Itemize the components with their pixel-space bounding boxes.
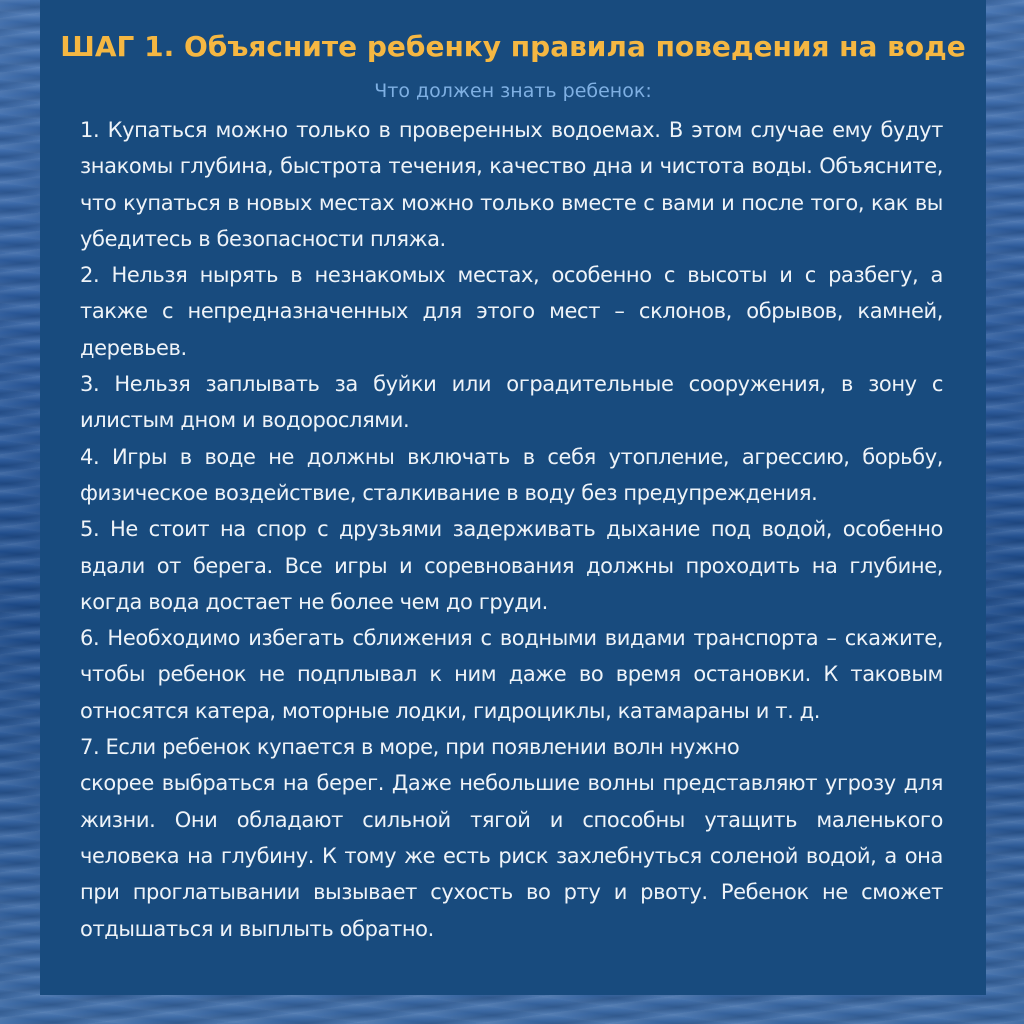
rule-3: 3. Нельзя заплывать за буйки или оградительные сооружения, в зону с илистым дном и водорослями. [80, 372, 943, 433]
rule-5: 5. Не стоит на спор с друзьями задерживать дыхание под водой, особенно вдали от берега. Все игры и соревнования должны проходить на глубине, когда вода достает не более чем до груди. [80, 517, 943, 614]
rule-7-continuation: скорее выбраться на берег. Даже небольшие волны представляют угрозу для жизни. Они обладают сильной тягой и способны утащить маленького человека на глубину. К тому же есть риск захлебнуться соленой водой, а она при проглатывании вызывает сухость во рту и рвоту. Ребенок не сможет отдышаться и выплыть обратно. [80, 771, 943, 941]
content-panel [40, 0, 986, 995]
rule-1: 1. Купаться можно только в проверенных водоемах. В этом случае ему будут знакомы глубина, быстрота течения, качество дна и чистота воды. Объясните, что купаться в новых местах можно только вместе с вами и после того, как вы убедитесь в безопасности пляжа. [80, 118, 943, 251]
rules-list [80, 112, 943, 947]
rule-7-first-line: 7. Если ребенок купается в море, при появлении волн нужно [80, 735, 740, 760]
subtitle: Что должен знать ребенок: [374, 80, 652, 102]
rule-6: 6. Необходимо избегать сближения с водными видами транспорта – скажите, чтобы ребенок не подплывал к ним даже во время остановки. К таковым относятся катера, моторные лодки, гидроциклы, катамараны и т. д. [80, 626, 943, 723]
rule-4: 4. Игры в воде не должны включать в себя утопление, агрессию, борьбу, физическое воздействие, сталкивание в воду без предупреждения. [80, 444, 943, 505]
page-title: ШАГ 1. Объясните ребенку правила поведения на воде [60, 30, 966, 63]
rule-2: 2. Нельзя нырять в незнакомых местах, особенно с высоты и с разбегу, а также с непредназначенных для этого мест – склонов, обрывов, камней, деревьев. [80, 263, 943, 360]
